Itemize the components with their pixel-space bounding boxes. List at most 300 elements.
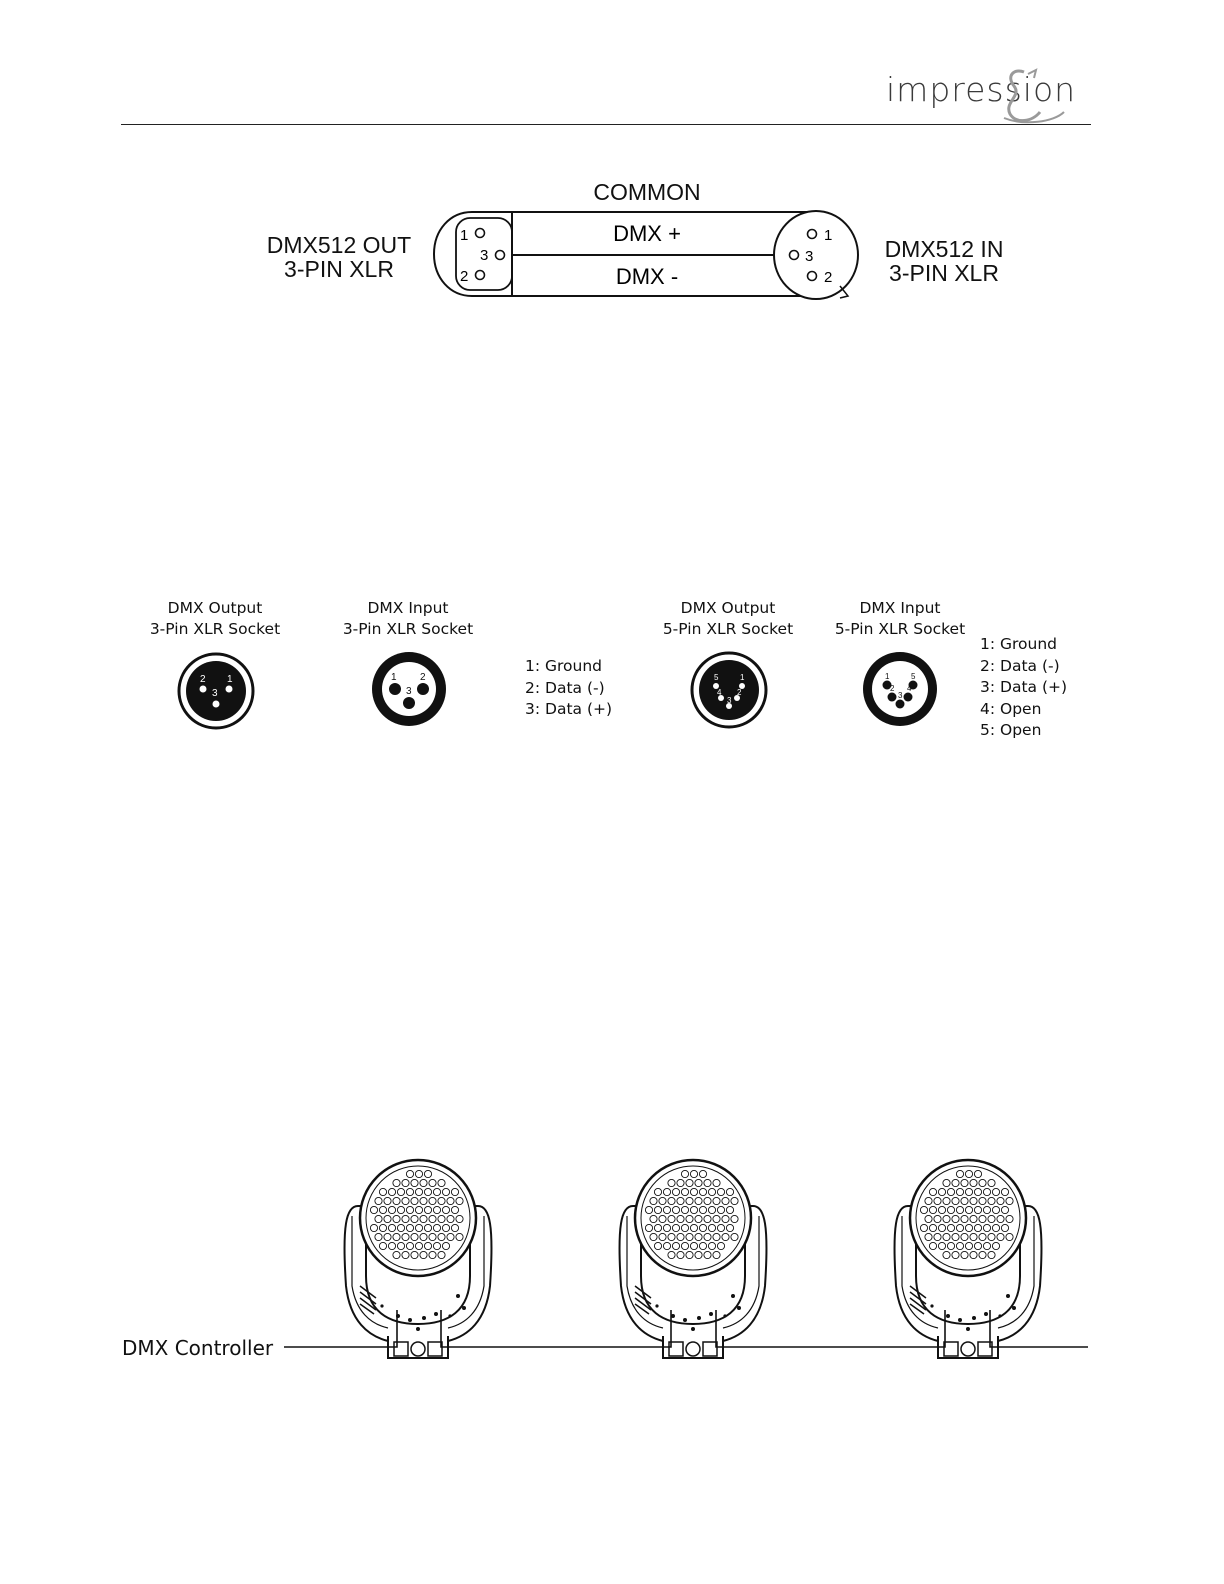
led-lens <box>722 1215 729 1222</box>
led-lens <box>668 1215 675 1222</box>
led-lens <box>393 1179 400 1186</box>
led-lens <box>726 1188 733 1195</box>
pin-label: 3 <box>898 691 903 700</box>
led-lens <box>704 1215 711 1222</box>
led-lens <box>442 1242 449 1249</box>
led-lens <box>420 1179 427 1186</box>
pin-label: 4 <box>907 684 912 693</box>
led-lens <box>947 1188 954 1195</box>
led-lens <box>717 1188 724 1195</box>
pin-legend-item: 3: Data (+) <box>525 700 613 719</box>
led-lens <box>438 1179 445 1186</box>
led-lens <box>677 1251 684 1258</box>
led-lens <box>690 1170 697 1177</box>
led-lens <box>997 1215 1004 1222</box>
led-lens <box>997 1233 1004 1240</box>
led-lens <box>415 1206 422 1213</box>
pin-label: 3 <box>727 696 732 705</box>
socket-title-line2: 5-Pin XLR Socket <box>834 620 966 638</box>
led-lens <box>393 1197 400 1204</box>
led-lens <box>370 1224 377 1231</box>
led-lens <box>433 1188 440 1195</box>
pin-label: 2 <box>420 672 426 683</box>
led-lens <box>952 1197 959 1204</box>
led-lens <box>429 1233 436 1240</box>
led-lens <box>442 1188 449 1195</box>
socket-title-line1: DMX Input <box>367 599 449 617</box>
socket-5pin-output-icon <box>689 650 769 730</box>
led-lens <box>663 1188 670 1195</box>
led-lens <box>406 1170 413 1177</box>
header-divider <box>121 124 1091 125</box>
led-lens <box>393 1251 400 1258</box>
led-lens <box>920 1206 927 1213</box>
pin-legend-item: 4: Open <box>980 699 1042 718</box>
led-lens <box>447 1197 454 1204</box>
pin-legend-item: 1: Ground <box>525 657 603 675</box>
led-lens <box>997 1197 1004 1204</box>
led-lens <box>406 1242 413 1249</box>
led-lens <box>934 1215 941 1222</box>
pin-label: 2 <box>737 688 742 697</box>
led-lens <box>695 1251 702 1258</box>
led-lens <box>713 1251 720 1258</box>
led-lens <box>681 1224 688 1231</box>
led-lens <box>979 1197 986 1204</box>
pin-legend-item: 5: Open <box>980 721 1042 740</box>
socket-3pin-input-title <box>333 598 483 640</box>
pin-label: 1 <box>227 674 233 685</box>
led-lens <box>943 1215 950 1222</box>
led-lens <box>731 1197 738 1204</box>
led-lens <box>992 1188 999 1195</box>
led-lens <box>379 1188 386 1195</box>
led-lens <box>970 1215 977 1222</box>
led-lens <box>411 1233 418 1240</box>
led-lens <box>411 1215 418 1222</box>
led-lens <box>375 1233 382 1240</box>
led-lens <box>370 1206 377 1213</box>
led-lens <box>384 1215 391 1222</box>
led-lens <box>690 1206 697 1213</box>
led-lens <box>663 1206 670 1213</box>
led-lens <box>424 1206 431 1213</box>
led-lens <box>983 1188 990 1195</box>
led-lens <box>397 1206 404 1213</box>
led-lens <box>961 1197 968 1204</box>
led-lens <box>983 1224 990 1231</box>
led-lens <box>731 1215 738 1222</box>
xlr-cable-diagram <box>420 200 870 310</box>
led-lens <box>699 1206 706 1213</box>
fixture-1 <box>345 1160 492 1358</box>
led-lens <box>686 1197 693 1204</box>
pin-label: 1 <box>391 672 397 683</box>
left-xlr-connector <box>434 212 512 296</box>
led-lens <box>974 1224 981 1231</box>
led-lens <box>438 1233 445 1240</box>
led-lens <box>726 1224 733 1231</box>
led-lens <box>420 1233 427 1240</box>
socket-3pin-input-icon <box>370 650 448 728</box>
led-lens <box>704 1197 711 1204</box>
led-lens <box>668 1179 675 1186</box>
led-lens <box>677 1197 684 1204</box>
led-lens <box>438 1251 445 1258</box>
led-lens <box>979 1251 986 1258</box>
led-lens <box>943 1179 950 1186</box>
pin-legend-item: 2: Data (-) <box>980 656 1060 675</box>
left-pin-2: 2 <box>460 268 469 285</box>
led-lens <box>929 1242 936 1249</box>
led-lens <box>699 1188 706 1195</box>
led-lens <box>704 1251 711 1258</box>
led-lens <box>956 1242 963 1249</box>
led-lens <box>424 1224 431 1231</box>
led-lens <box>965 1206 972 1213</box>
led-lens <box>402 1251 409 1258</box>
led-lens <box>713 1197 720 1204</box>
right-pin-1: 1 <box>824 227 833 244</box>
led-lens <box>970 1179 977 1186</box>
led-lens <box>695 1233 702 1240</box>
led-lens <box>956 1224 963 1231</box>
led-lens <box>699 1224 706 1231</box>
led-lens <box>420 1197 427 1204</box>
led-lens <box>654 1206 661 1213</box>
led-lens <box>388 1188 395 1195</box>
led-lens <box>402 1179 409 1186</box>
led-lens <box>668 1251 675 1258</box>
led-lens <box>456 1233 463 1240</box>
led-lens <box>1006 1215 1013 1222</box>
led-lens <box>979 1233 986 1240</box>
led-lens <box>375 1215 382 1222</box>
led-lens <box>668 1197 675 1204</box>
socket-title-line2: 3-Pin XLR Socket <box>149 620 281 638</box>
led-lens <box>731 1233 738 1240</box>
led-lens <box>956 1170 963 1177</box>
led-lens <box>925 1197 932 1204</box>
led-lens <box>415 1224 422 1231</box>
led-lens <box>722 1197 729 1204</box>
led-lens <box>717 1206 724 1213</box>
led-lens <box>695 1215 702 1222</box>
led-lens <box>681 1206 688 1213</box>
pin-legend-3pin <box>525 656 612 721</box>
led-lens <box>681 1170 688 1177</box>
logo-text: impression <box>886 70 1077 109</box>
led-lens <box>947 1224 954 1231</box>
led-lens <box>393 1215 400 1222</box>
led-lens <box>690 1188 697 1195</box>
led-lens <box>952 1179 959 1186</box>
led-lens <box>925 1215 932 1222</box>
led-lens <box>929 1188 936 1195</box>
led-lens <box>956 1206 963 1213</box>
led-lens <box>681 1188 688 1195</box>
led-lens <box>992 1242 999 1249</box>
led-lens <box>424 1242 431 1249</box>
led-lens <box>379 1242 386 1249</box>
led-lens <box>979 1179 986 1186</box>
led-lens <box>379 1206 386 1213</box>
led-lens <box>934 1233 941 1240</box>
led-lens <box>1006 1197 1013 1204</box>
left-connector-line1: DMX512 OUT <box>266 232 412 258</box>
led-lens <box>645 1206 652 1213</box>
led-lens <box>654 1242 661 1249</box>
socket-5pin-input-title <box>825 598 975 640</box>
led-lens <box>961 1179 968 1186</box>
led-lens <box>713 1215 720 1222</box>
socket-3pin-output-icon <box>176 651 256 731</box>
led-lens <box>424 1170 431 1177</box>
led-lens <box>938 1206 945 1213</box>
pin-label: 1 <box>885 672 890 681</box>
led-lens <box>686 1233 693 1240</box>
led-lens <box>672 1188 679 1195</box>
pin-legend-5pin <box>980 634 1067 742</box>
led-lens <box>943 1251 950 1258</box>
led-lens <box>690 1224 697 1231</box>
led-lens <box>433 1224 440 1231</box>
led-lens <box>686 1251 693 1258</box>
led-lens <box>970 1233 977 1240</box>
right-connector-line1: DMX512 IN <box>884 236 1004 262</box>
led-lens <box>943 1233 950 1240</box>
led-lens <box>956 1188 963 1195</box>
led-lens <box>406 1188 413 1195</box>
led-lens <box>929 1224 936 1231</box>
led-lens <box>708 1188 715 1195</box>
led-lens <box>420 1215 427 1222</box>
pin-label: 2 <box>200 674 206 685</box>
socket-title-line2: 3-Pin XLR Socket <box>342 620 474 638</box>
led-lens <box>686 1179 693 1186</box>
socket-title-line1: DMX Output <box>680 599 776 617</box>
led-lens <box>983 1242 990 1249</box>
led-lens <box>1001 1206 1008 1213</box>
led-lens <box>983 1206 990 1213</box>
led-lens <box>384 1197 391 1204</box>
led-lens <box>988 1215 995 1222</box>
led-lens <box>672 1224 679 1231</box>
led-lens <box>393 1233 400 1240</box>
logo-ampersand-icon <box>984 66 1074 128</box>
led-lens <box>415 1188 422 1195</box>
led-lens <box>713 1233 720 1240</box>
led-lens <box>974 1206 981 1213</box>
led-lens <box>650 1233 657 1240</box>
led-lens <box>704 1233 711 1240</box>
led-lens <box>970 1197 977 1204</box>
led-lens <box>699 1242 706 1249</box>
dmx-plus-label: DMX + <box>613 221 681 246</box>
led-lens <box>650 1215 657 1222</box>
led-lens <box>952 1251 959 1258</box>
led-lens <box>961 1233 968 1240</box>
led-lens <box>708 1224 715 1231</box>
pin-label: 5 <box>911 672 916 681</box>
led-lens <box>974 1170 981 1177</box>
led-lens <box>415 1242 422 1249</box>
socket-5pin-input-icon <box>861 650 939 728</box>
led-lens <box>1006 1233 1013 1240</box>
led-lens <box>447 1233 454 1240</box>
led-lens <box>645 1224 652 1231</box>
led-lens <box>659 1197 666 1204</box>
led-lens <box>402 1215 409 1222</box>
led-lens <box>438 1197 445 1204</box>
led-lens <box>663 1224 670 1231</box>
led-lens <box>668 1233 675 1240</box>
led-lens <box>456 1197 463 1204</box>
led-lens <box>451 1224 458 1231</box>
led-lens <box>415 1170 422 1177</box>
led-lens <box>992 1206 999 1213</box>
led-lens <box>974 1242 981 1249</box>
led-lens <box>920 1224 927 1231</box>
led-lens <box>938 1188 945 1195</box>
led-lens <box>388 1224 395 1231</box>
led-lens <box>442 1206 449 1213</box>
led-lens <box>686 1215 693 1222</box>
led-lens <box>650 1197 657 1204</box>
led-lens <box>965 1224 972 1231</box>
led-lens <box>429 1197 436 1204</box>
led-lens <box>929 1206 936 1213</box>
led-lens <box>952 1233 959 1240</box>
led-lens <box>424 1188 431 1195</box>
led-lens <box>672 1206 679 1213</box>
led-lens <box>379 1224 386 1231</box>
led-lens <box>717 1224 724 1231</box>
led-lens <box>947 1206 954 1213</box>
led-lens <box>1001 1188 1008 1195</box>
left-pin-1: 1 <box>460 227 469 244</box>
pin-label: 1 <box>740 673 745 682</box>
led-lens <box>420 1251 427 1258</box>
led-lens <box>988 1233 995 1240</box>
left-pin-3: 3 <box>480 247 489 264</box>
right-pin-3: 3 <box>805 248 814 265</box>
led-lens <box>677 1215 684 1222</box>
common-label: COMMON <box>593 179 701 205</box>
led-lens <box>1001 1224 1008 1231</box>
led-lens <box>456 1215 463 1222</box>
dmx-controller-label: DMX Controller <box>122 1336 274 1360</box>
brand-logo <box>884 66 1094 126</box>
led-lens <box>433 1206 440 1213</box>
led-lens <box>397 1188 404 1195</box>
led-lens <box>681 1242 688 1249</box>
right-connector-label <box>868 237 1020 285</box>
led-lens <box>713 1179 720 1186</box>
led-lens <box>988 1251 995 1258</box>
socket-3pin-output-title <box>140 598 290 640</box>
led-lens <box>388 1206 395 1213</box>
socket-title-line1: DMX Input <box>859 599 941 617</box>
led-lens <box>961 1215 968 1222</box>
led-lens <box>988 1197 995 1204</box>
led-lens <box>447 1215 454 1222</box>
led-lens <box>388 1242 395 1249</box>
led-lens <box>433 1242 440 1249</box>
daisy-chain-diagram <box>0 1140 1224 1370</box>
led-lens <box>659 1215 666 1222</box>
led-lens <box>708 1206 715 1213</box>
led-lens <box>695 1197 702 1204</box>
pin-legend-item: 3: Data (+) <box>980 678 1068 697</box>
led-lens <box>722 1233 729 1240</box>
led-lens <box>397 1242 404 1249</box>
led-lens <box>961 1251 968 1258</box>
pin-label: 2 <box>890 684 895 693</box>
led-lens <box>965 1242 972 1249</box>
led-lens <box>965 1170 972 1177</box>
led-lens <box>699 1170 706 1177</box>
led-lens <box>411 1197 418 1204</box>
led-lens <box>659 1233 666 1240</box>
led-lens <box>992 1224 999 1231</box>
left-connector-label <box>250 233 428 281</box>
led-lens <box>677 1179 684 1186</box>
led-lens <box>970 1251 977 1258</box>
led-lens <box>988 1179 995 1186</box>
pin-label: 4 <box>717 688 722 697</box>
led-lens <box>406 1206 413 1213</box>
led-lens <box>411 1179 418 1186</box>
led-lens <box>938 1224 945 1231</box>
led-lens <box>947 1242 954 1249</box>
led-lens <box>717 1242 724 1249</box>
led-lens <box>677 1233 684 1240</box>
led-lens <box>402 1233 409 1240</box>
led-lens <box>952 1215 959 1222</box>
led-lens <box>943 1197 950 1204</box>
right-pin-2: 2 <box>824 269 833 286</box>
socket-5pin-output-title <box>653 598 803 640</box>
led-lens <box>934 1197 941 1204</box>
led-lens <box>726 1206 733 1213</box>
dmx-minus-label: DMX - <box>615 264 679 289</box>
right-xlr-connector <box>774 211 858 299</box>
led-lens <box>397 1224 404 1231</box>
led-lens <box>654 1188 661 1195</box>
led-lens <box>938 1242 945 1249</box>
led-lens <box>925 1233 932 1240</box>
led-lens <box>429 1179 436 1186</box>
pin-legend-item: 1: Ground <box>980 635 1058 653</box>
pin-label: 3 <box>406 686 412 697</box>
led-lens <box>384 1233 391 1240</box>
fixture-3 <box>895 1160 1042 1358</box>
led-lens <box>402 1197 409 1204</box>
socket-title-line2: 5-Pin XLR Socket <box>662 620 794 638</box>
led-lens <box>690 1242 697 1249</box>
led-lens <box>375 1197 382 1204</box>
pin-label: 3 <box>212 688 218 699</box>
led-lens <box>451 1206 458 1213</box>
led-lens <box>442 1224 449 1231</box>
led-lens <box>704 1179 711 1186</box>
pin-legend-item: 2: Data (-) <box>525 678 605 697</box>
led-lens <box>438 1215 445 1222</box>
led-lens <box>429 1215 436 1222</box>
fixture-2 <box>620 1160 767 1358</box>
led-lens <box>451 1188 458 1195</box>
